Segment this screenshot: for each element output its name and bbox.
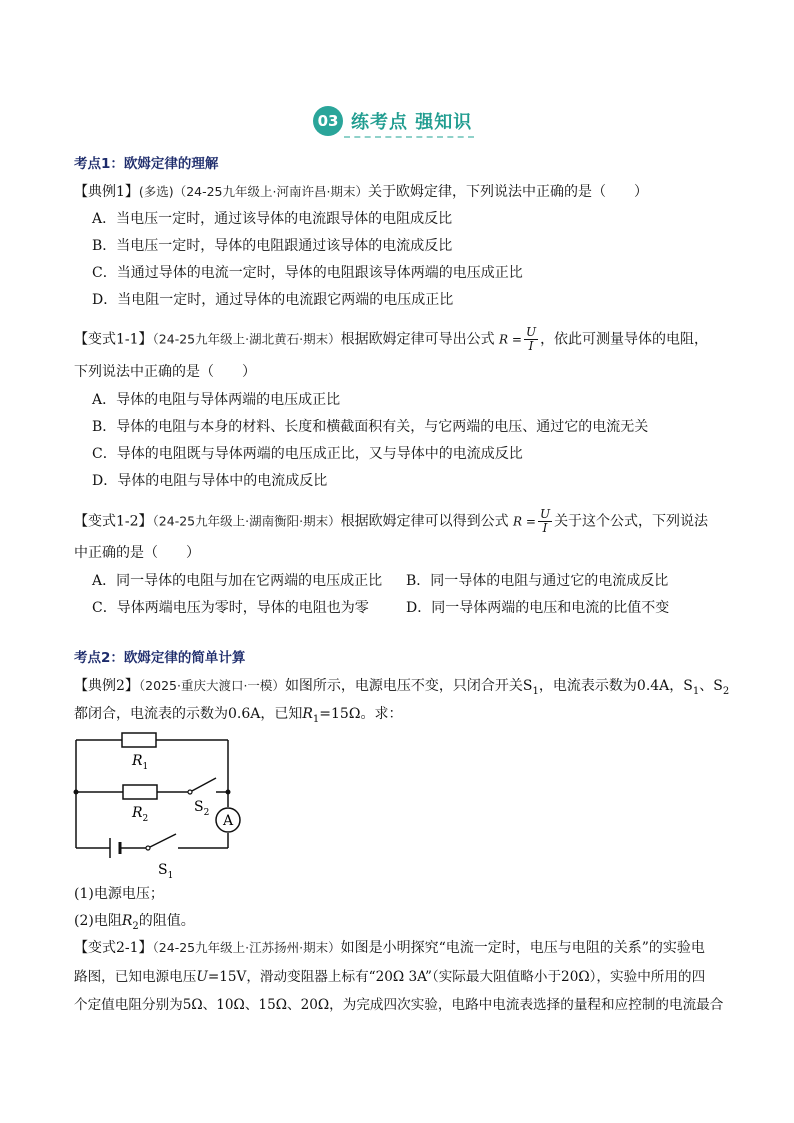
example2-question-2: [74, 911, 195, 937]
variant21-line2: [74, 967, 705, 987]
variant12-source: （24-25九年级上·湖南衡阳·期末）: [152, 513, 341, 529]
banner-underline: [344, 136, 474, 138]
example1-option-a: A．当电压一定时，通过该导体的电流跟导体的电阻成反比: [92, 211, 453, 227]
var-r: R: [121, 913, 133, 929]
variant12-text-a: 根据欧姆定律可以得到公式: [340, 513, 509, 530]
example2-text-a: 如图所示，电源电压不变，只闭合开关S: [284, 678, 533, 694]
junction-left: [74, 790, 79, 795]
banner-number-badge: 03: [313, 106, 343, 136]
example2-text-d: 都闭合，电流表的示数为0.6A，已知: [74, 706, 303, 722]
variant21-text-a: 如图是小明探究“电流一定时，电压与电阻的关系”的实验电: [340, 940, 705, 956]
example1-option-b: B．当电压一定时，导体的电阻跟通过该导体的电流成反比: [92, 238, 453, 254]
variant11-tag: 【变式1-1】: [74, 331, 153, 348]
label-r2: $R_2$: [132, 805, 149, 824]
example1-option-c: C．当通过导体的电流一定时，导体的电阻跟该导体两端的电压成正比: [92, 265, 523, 281]
variant11-option-a: A．导体的电阻与导体两端的电压成正比: [92, 392, 341, 408]
variant12-tag: 【变式1-2】: [74, 513, 153, 530]
variant11-text-c: 下列说法中正确的是（ ）: [74, 364, 256, 380]
example2-text-e: =15Ω。求：: [319, 706, 403, 722]
variant12-text-c: 中正确的是（ ）: [74, 545, 200, 561]
switch-s2-pivot: [188, 790, 192, 794]
formula-denominator: I: [528, 339, 534, 353]
variant11-option-c: C．导体的电阻既与导体两端的电压成正比，又与导体中的电流成反比: [92, 446, 523, 462]
variant12-option-b: B．同一导体的电阻与通过它的电流成反比: [406, 573, 669, 589]
variant12-option-a: A．同一导体的电阻与加在它两端的电压成正比: [92, 573, 383, 589]
variant11-formula-fraction: [524, 326, 538, 353]
q2-text-a: (2)电阻: [74, 913, 122, 929]
example1-type: (多选): [138, 184, 174, 199]
example2-text-b: ，电流表示数为0.4A，S: [538, 678, 693, 694]
example1-tag: 【典例1】: [74, 184, 139, 200]
variant11-option-b: B．导体的电阻与本身的材料、长度和横截面积有关，与它两端的电压、通过它的电流无关: [92, 419, 649, 435]
variant11-text-b: ，依此可测量导体的电阻，: [540, 331, 709, 348]
formula-denominator: I: [542, 521, 548, 535]
label-s2: $S_2$: [194, 799, 210, 818]
subscript: 1: [312, 713, 320, 725]
ammeter-label: A: [222, 813, 234, 829]
example1-source: （24-25九年级上·河南许昌·期末）: [173, 184, 368, 199]
example2-line2: [74, 704, 402, 730]
example1-question: 关于欧姆定律，下列说法中正确的是（ ）: [367, 184, 648, 200]
variant21-text-c: =15V，滑动变阻器上标有“20Ω 3A”（实际最大阻值略小于20Ω），实验中所用的四: [207, 969, 706, 985]
variant12-option-c: C．导体两端电压为零时，导体的电阻也为零: [92, 600, 369, 616]
subscript: 1: [532, 685, 539, 697]
variant11-stem: [74, 326, 708, 353]
variant21-tag: 【变式2-1】: [74, 940, 153, 956]
label-r1: $R_1$: [132, 753, 149, 772]
example1-option-d: D．当电阻一定时，通过导体的电流跟它两端的电压成正比: [92, 292, 454, 308]
variant12-formula-fraction: [538, 508, 552, 535]
example1-stem: [74, 182, 648, 202]
subscript: 1: [692, 685, 700, 697]
var-r: R: [302, 706, 313, 722]
variant12-formula-lhs: R =: [513, 514, 536, 529]
variant21-text-b: 路图，已知电源电压: [74, 969, 197, 985]
resistor-r1: [122, 733, 156, 747]
section-banner: [313, 104, 472, 138]
subscript: 2: [132, 920, 139, 932]
subscript: 2: [722, 685, 730, 697]
var-u: U: [196, 969, 208, 985]
variant21-line1: [74, 938, 705, 958]
example2-text-c: 、S: [699, 678, 723, 694]
section1-heading: 考点1：欧姆定律的理解: [74, 156, 219, 172]
variant11-formula-lhs: R =: [499, 332, 522, 347]
variant21-line3: 个定值电阻分别为5Ω、10Ω、15Ω、20Ω，为完成四次实验，电路中电流表选择的量程和应控制的电流最合: [74, 997, 724, 1013]
banner-title: 练考点 强知识: [351, 112, 473, 133]
switch-s1-pivot: [146, 846, 150, 850]
variant12-text-b: 关于这个公式，下列说法: [554, 513, 709, 530]
example2-tag: 【典例2】: [74, 678, 139, 694]
variant11-source: （24-25九年级上·湖北黄石·期末）: [152, 331, 341, 347]
variant12-option-d: D．同一导体两端的电压和电流的比值不变: [406, 600, 670, 616]
variant11-option-d: D．导体的电阻与导体中的电流成反比: [92, 473, 328, 489]
example2-question-1: (1)电源电压；: [74, 886, 164, 902]
variant11-text-a: 根据欧姆定律可导出公式: [340, 331, 495, 348]
section2-heading: 考点2：欧姆定律的简单计算: [74, 650, 246, 666]
example2-line1: [74, 676, 729, 702]
junction-right: [226, 790, 231, 795]
example2-source: （2025·重庆大渡口·一模）: [138, 678, 285, 693]
label-s1: $S_1$: [158, 862, 174, 880]
q2-text-c: 的阻值。: [138, 913, 195, 929]
variant21-source: （24-25九年级上·江苏扬州·期末）: [152, 940, 341, 955]
formula-numerator: U: [525, 325, 537, 339]
formula-numerator: U: [539, 507, 551, 521]
variant12-stem: [74, 508, 708, 535]
resistor-r2: [123, 785, 157, 799]
circuit-diagram: [66, 728, 246, 880]
